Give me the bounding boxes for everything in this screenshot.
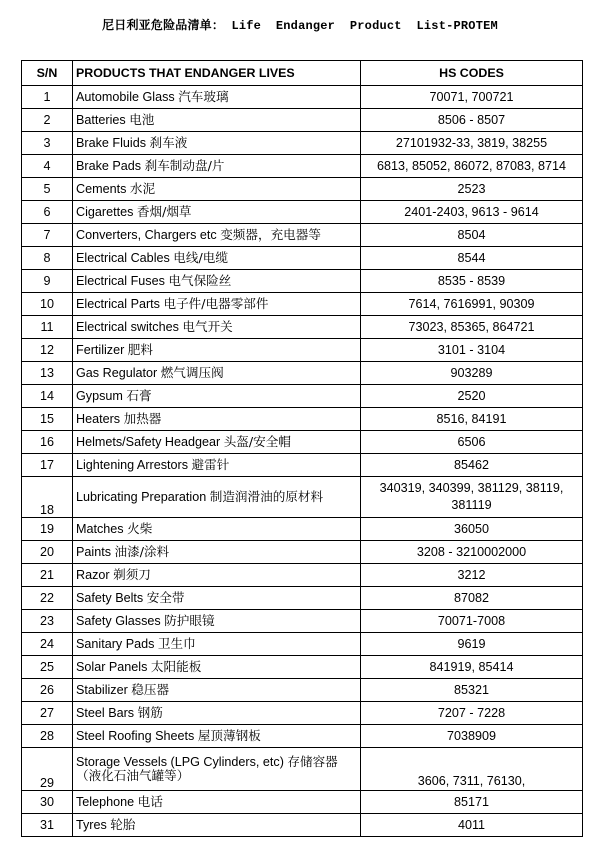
row-product: [73, 477, 361, 518]
product-name-en: Gas Regulator: [76, 366, 158, 380]
product-name-en: Razor: [76, 568, 110, 582]
row-sn: 7: [22, 224, 73, 247]
product-name-en: Matches: [76, 522, 124, 536]
row-product: [73, 362, 361, 385]
row-product: [73, 518, 361, 541]
table-row: [22, 247, 583, 270]
row-hs-codes: 8516, 84191: [361, 408, 583, 431]
row-hs-codes: 3212: [361, 564, 583, 587]
product-name-en: Telephone: [76, 795, 135, 809]
row-sn: 25: [22, 656, 73, 679]
table-row: [22, 633, 583, 656]
product-name-en: Electrical Fuses: [76, 274, 165, 288]
row-hs-codes: 340319, 340399, 381129, 38119, 381119: [361, 477, 583, 518]
product-name-zh: 石膏: [126, 388, 152, 403]
row-hs-codes: 4011: [361, 814, 583, 837]
row-product: [73, 385, 361, 408]
row-hs-codes: 2523: [361, 178, 583, 201]
row-product: [73, 155, 361, 178]
row-hs-codes: 85321: [361, 679, 583, 702]
table-header-row: [22, 61, 583, 86]
row-sn: 8: [22, 247, 73, 270]
product-name-en: Stabilizer: [76, 683, 128, 697]
product-name-en: Sanitary Pads: [76, 637, 155, 651]
product-name-en: Lightening Arrestors: [76, 458, 189, 472]
product-name-zh: 剃须刀: [113, 567, 151, 582]
table-row: [22, 431, 583, 454]
table-row: [22, 132, 583, 155]
row-hs-codes: 903289: [361, 362, 583, 385]
product-name-zh: 刹车液: [149, 135, 188, 150]
row-product: [73, 702, 361, 725]
product-name-zh: 电气开关: [182, 319, 233, 334]
row-hs-codes: 8544: [361, 247, 583, 270]
table-row: [22, 454, 583, 477]
header-sn: S/N: [22, 61, 73, 86]
row-product: [73, 201, 361, 224]
row-product: [73, 748, 361, 791]
product-name-en: Safety Glasses: [76, 614, 161, 628]
row-product: [73, 454, 361, 477]
table-row: [22, 518, 583, 541]
row-sn: 27: [22, 702, 73, 725]
product-name-zh: 防护眼镜: [164, 613, 215, 628]
table-row: [22, 224, 583, 247]
row-product: [73, 270, 361, 293]
product-name-zh: 安全带: [146, 590, 185, 605]
table-row: [22, 109, 583, 132]
product-name-en: Gypsum: [76, 389, 123, 403]
row-hs-codes: 85171: [361, 791, 583, 814]
header-products: PRODUCTS THAT ENDANGER LIVES: [73, 61, 361, 86]
product-name-zh: 油漆/涂料: [114, 544, 170, 559]
table-row: [22, 656, 583, 679]
row-product: [73, 293, 361, 316]
row-hs-codes: 7207 - 7228: [361, 702, 583, 725]
row-hs-codes: 36050: [361, 518, 583, 541]
row-product: [73, 431, 361, 454]
table-row: [22, 725, 583, 748]
row-sn: 6: [22, 201, 73, 224]
product-name-zh: 火柴: [127, 521, 153, 536]
table-row: [22, 178, 583, 201]
product-name-zh: 电气保险丝: [168, 273, 232, 288]
product-name-zh: 电线/电缆: [173, 250, 228, 265]
product-name-zh: 加热器: [123, 411, 162, 426]
row-hs-codes: 8504: [361, 224, 583, 247]
row-hs-codes: 841919, 85414: [361, 656, 583, 679]
row-sn: 11: [22, 316, 73, 339]
row-hs-codes: 70071-7008: [361, 610, 583, 633]
dangerous-goods-table: [21, 60, 583, 837]
product-name-en: Electrical switches: [76, 320, 179, 334]
row-product: [73, 86, 361, 109]
product-name-zh: 变频器，充电器等: [220, 227, 321, 242]
row-product: [73, 132, 361, 155]
page-title: 尼日利亚危险品清单： Life Endanger Product List-PROTEM: [102, 19, 498, 33]
row-hs-codes: 8506 - 8507: [361, 109, 583, 132]
product-name-en: Brake Fluids: [76, 136, 146, 150]
table-row: [22, 293, 583, 316]
table-row: [22, 679, 583, 702]
product-name-zh: 香烟/烟草: [136, 204, 192, 219]
product-name-zh: 存储容器（液化石油气罐等）: [76, 754, 338, 783]
row-sn: 10: [22, 293, 73, 316]
row-product: [73, 564, 361, 587]
row-hs-codes: 73023, 85365, 864721: [361, 316, 583, 339]
table-row: [22, 587, 583, 610]
product-name-en: Cements: [76, 182, 127, 196]
product-name-en: Electrical Parts: [76, 297, 160, 311]
row-product: [73, 725, 361, 748]
row-sn: 26: [22, 679, 73, 702]
product-name-zh: 稳压器: [131, 682, 170, 697]
row-product: [73, 178, 361, 201]
table-row: [22, 270, 583, 293]
product-name-en: Heaters: [76, 412, 121, 426]
table-row: [22, 702, 583, 725]
row-sn: 1: [22, 86, 73, 109]
row-product: [73, 587, 361, 610]
row-sn: 12: [22, 339, 73, 362]
row-product: [73, 610, 361, 633]
product-name-zh: 太阳能板: [150, 659, 202, 674]
table-row: [22, 362, 583, 385]
table-row: [22, 408, 583, 431]
row-product: [73, 224, 361, 247]
row-hs-codes: 6506: [361, 431, 583, 454]
product-name-zh: 汽车玻璃: [178, 89, 229, 104]
product-name-en: Converters, Chargers etc: [76, 228, 217, 242]
row-product: [73, 814, 361, 837]
product-name-en: Steel Roofing Sheets: [76, 729, 195, 743]
product-name-en: Cigarettes: [76, 205, 134, 219]
product-name-en: Electrical Cables: [76, 251, 170, 265]
row-hs-codes: 9619: [361, 633, 583, 656]
product-name-en: Paints: [76, 545, 112, 559]
row-sn: 3: [22, 132, 73, 155]
product-name-zh: 卫生巾: [157, 636, 196, 651]
table-row: [22, 748, 583, 791]
row-product: [73, 408, 361, 431]
product-name-en: Tyres: [76, 818, 107, 832]
row-sn: 29: [22, 748, 73, 791]
row-hs-codes: 3606, 7311, 76130,: [361, 748, 583, 791]
row-sn: 30: [22, 791, 73, 814]
row-product: [73, 791, 361, 814]
product-name-zh: 燃气调压阀: [160, 365, 224, 380]
table-row: [22, 541, 583, 564]
product-name-zh: 水泥: [129, 181, 156, 196]
row-sn: 23: [22, 610, 73, 633]
row-product: [73, 541, 361, 564]
row-hs-codes: 27101932-33, 3819, 38255: [361, 132, 583, 155]
product-name-zh: 屋顶薄钢板: [197, 728, 261, 743]
row-sn: 4: [22, 155, 73, 178]
row-hs-codes: 2401-2403, 9613 - 9614: [361, 201, 583, 224]
row-hs-codes: 87082: [361, 587, 583, 610]
row-product: [73, 247, 361, 270]
table-row: [22, 791, 583, 814]
row-hs-codes: 6813, 85052, 86072, 87083, 8714: [361, 155, 583, 178]
row-sn: 16: [22, 431, 73, 454]
table-body: [22, 86, 583, 837]
row-sn: 28: [22, 725, 73, 748]
row-product: [73, 316, 361, 339]
table-row: [22, 610, 583, 633]
product-name-en: Batteries: [76, 113, 126, 127]
product-name-en: Brake Pads: [76, 159, 142, 173]
row-sn: 13: [22, 362, 73, 385]
product-name-en: Solar Panels: [76, 660, 148, 674]
table-row: [22, 564, 583, 587]
table-row: [22, 155, 583, 178]
row-sn: 14: [22, 385, 73, 408]
product-name-en: Storage Vessels (LPG Cylinders, etc): [76, 755, 284, 769]
table-row: [22, 339, 583, 362]
row-sn: 22: [22, 587, 73, 610]
product-name-en: Automobile Glass: [76, 90, 175, 104]
table-row: [22, 814, 583, 837]
table-row: [22, 316, 583, 339]
row-hs-codes: 85462: [361, 454, 583, 477]
product-name-zh: 避雷针: [191, 457, 230, 472]
table-row: [22, 385, 583, 408]
row-hs-codes: 3208 - 3210002000: [361, 541, 583, 564]
row-sn: 31: [22, 814, 73, 837]
product-name-zh: 电话: [137, 794, 163, 809]
header-hs-codes: HS CODES: [361, 61, 583, 86]
row-sn: 20: [22, 541, 73, 564]
row-sn: 19: [22, 518, 73, 541]
row-hs-codes: 2520: [361, 385, 583, 408]
product-name-en: Safety Belts: [76, 591, 144, 605]
product-name-zh: 刹车制动盘/片: [144, 158, 225, 173]
row-product: [73, 109, 361, 132]
table-row: [22, 477, 583, 518]
row-product: [73, 656, 361, 679]
row-sn: 2: [22, 109, 73, 132]
product-name-en: Fertilizer: [76, 343, 125, 357]
row-sn: 21: [22, 564, 73, 587]
row-product: [73, 339, 361, 362]
row-product: [73, 633, 361, 656]
product-name-zh: 轮胎: [110, 817, 136, 832]
product-name-zh: 肥料: [127, 342, 153, 357]
row-sn: 15: [22, 408, 73, 431]
product-name-zh: 钢筋: [137, 705, 163, 720]
row-sn: 9: [22, 270, 73, 293]
row-sn: 17: [22, 454, 73, 477]
table-row: [22, 201, 583, 224]
row-hs-codes: 3101 - 3104: [361, 339, 583, 362]
row-hs-codes: 70071, 700721: [361, 86, 583, 109]
product-name-zh: 电子件/电器零部件: [163, 296, 269, 311]
row-sn: 5: [22, 178, 73, 201]
row-hs-codes: 7614, 7616991, 90309: [361, 293, 583, 316]
product-name-zh: 制造润滑油的原材料: [209, 489, 324, 504]
row-sn: 24: [22, 633, 73, 656]
product-name-en: Lubricating Preparation: [76, 490, 207, 504]
row-product: [73, 679, 361, 702]
row-hs-codes: 7038909: [361, 725, 583, 748]
table-row: [22, 86, 583, 109]
row-sn: 18: [22, 477, 73, 518]
product-name-en: Steel Bars: [76, 706, 135, 720]
product-name-zh: 电池: [129, 112, 155, 127]
row-hs-codes: 8535 - 8539: [361, 270, 583, 293]
product-name-zh: 头盔/安全帽: [223, 434, 291, 449]
product-name-en: Helmets/Safety Headgear: [76, 435, 221, 449]
